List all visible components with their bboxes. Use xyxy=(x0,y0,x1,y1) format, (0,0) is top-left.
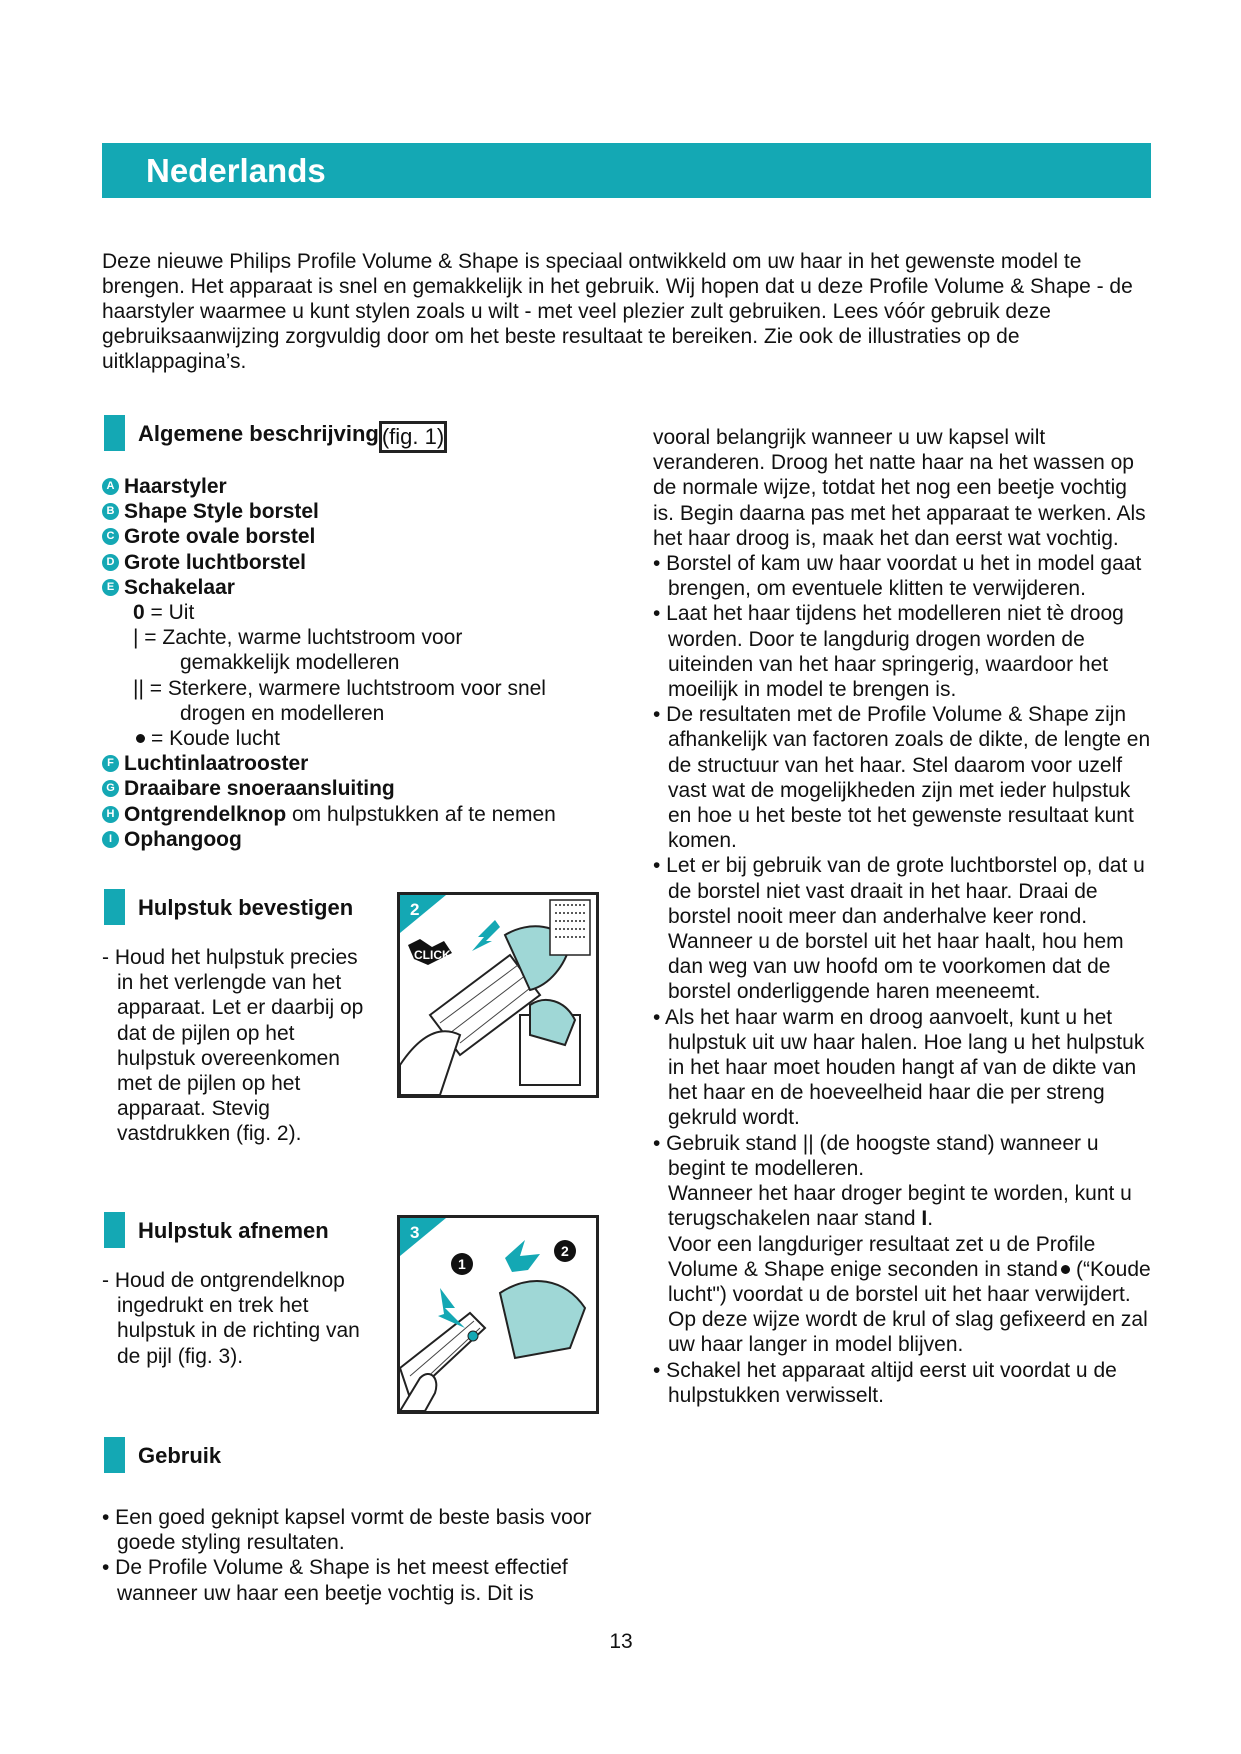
section-heading: Algemene beschrijving (fig. 1) xyxy=(138,421,379,447)
part-suffix: om hulpstukken af te nemen xyxy=(286,802,556,826)
part-letter-badge: A xyxy=(102,478,119,495)
step-1-label: 1 xyxy=(458,1256,466,1272)
section-heading: Hulpstuk afnemen xyxy=(138,1218,329,1243)
fig-number-label: 2 xyxy=(410,900,420,919)
switch-setting-2-cont: drogen en modelleren xyxy=(180,701,385,725)
usage-bullet: • Als het haar warm en droog aanvoelt, kunt u het hulpstuk uit uw haar halen. Hoe lang u het hulpstuk in het haar moet houden hangt af van de dikte van het haar en de hoeveelheid haar die per streng gekruld wordt. xyxy=(653,1005,1145,1130)
usage-bullet: • Borstel of kam uw haar voordat u het in model gaat brengen, om eventuele klitten te verwijderen. xyxy=(653,552,1142,601)
usage-bullet: • De resultaten met de Profile Volume & Shape zijn afhankelijk van factoren zoals de dikte, de lengte en de structuur van het haar. Stel daarom voor uzelf vast wat de mogelijkheden zijn met ieder hulpstuk en hoe u het beste tot het gewenste resultaat kunt komen. xyxy=(653,703,1151,853)
fig-number-label: 3 xyxy=(410,1223,420,1242)
part-item xyxy=(102,524,622,549)
part-name: Ophangoog xyxy=(124,827,242,851)
switch-off: 0 = Uit xyxy=(133,601,195,625)
part-item xyxy=(102,776,622,801)
right-column xyxy=(653,425,1153,1408)
part-letter-badge: C xyxy=(102,528,119,545)
section-attach xyxy=(102,889,402,927)
usage-bullets xyxy=(102,1505,622,1606)
section-remove xyxy=(102,1212,402,1250)
section-marker xyxy=(104,1437,125,1473)
usage-paragraph: Wanneer het haar droger begint te worden, kunt u terugschakelen naar stand I. xyxy=(668,1182,1132,1231)
remove-instruction: - Houd de ontgrendelknop ingedrukt en trek het hulpstuk in de richting van de pijl (fig. 3). xyxy=(102,1269,360,1368)
switch-setting-2: || = Sterkere, warmere luchtstroom voor snel xyxy=(133,676,546,700)
figure-3-remove xyxy=(397,1215,599,1414)
part-item xyxy=(102,827,622,852)
section-marker xyxy=(104,889,125,925)
part-item xyxy=(102,550,622,575)
part-letter-badge: D xyxy=(102,554,119,571)
attach-instruction: - Houd het hulpstuk precies in het verlengde van het apparaat. Let er daarbij op dat de pijlen op het hulpstuk overeenkomen met de pijlen op het apparaat. Stevig vastdrukken (fig. 2). xyxy=(102,946,364,1146)
part-letter-badge: F xyxy=(102,755,119,772)
section-usage xyxy=(102,1437,402,1475)
cold-dot-icon xyxy=(1061,1265,1070,1274)
usage-paragraph: Voor een langduriger resultaat zet u de Profile Volume & Shape enige seconden in stand (“Koude lucht") voordat u de borstel uit het haar verwijdert. Op deze wijze wordt de krul of slag gefixeerd en zal uw haar langer in model blijven. xyxy=(668,1232,1151,1357)
intro-paragraph: Deze nieuwe Philips Profile Volume & Shape is speciaal ontwikkeld om uw haar in het gewenste model te brengen. Het apparaat is snel en gemakkelijk in het gebruik. Wij hopen dat u deze Profile Volume & Shape - de haarstyler waarmee u kunt stylen zoals u wilt - met veel plezier zult gebruiken. Lees vóór gebruik deze gebruiksaanwijzing zorgvuldig door om het beste resultaat te bereiken. Zie ook de illustraties op de uitklappagina’s. xyxy=(102,250,1133,373)
usage-bullet: • Let er bij gebruik van de grote luchtborstel op, dat u de borstel niet vast draait in het haar. Draai de borstel nooit meer dan anderhalve keer rond. Wanneer u de borstel uit het haar haalt, hou hem dan weg van uw hoofd om te voorkomen dat de borstel onderliggende haren meeneemt. xyxy=(653,854,1145,1004)
usage-bullet: • Gebruik stand || (de hoogste stand) wanneer u begint te modelleren. xyxy=(653,1131,1099,1180)
part-name: Draaibare snoeraansluiting xyxy=(124,777,395,801)
cold-dot-icon xyxy=(136,734,145,743)
part-letter-badge: B xyxy=(102,503,119,520)
part-item xyxy=(102,575,622,600)
switch-setting-1-cont: gemakkelijk modelleren xyxy=(180,651,400,675)
part-letter-badge: G xyxy=(102,780,119,797)
part-name: Haarstyler xyxy=(124,475,227,498)
usage-bullet: • De Profile Volume & Shape is het meest effectief wanneer uw haar een beetje vochtig is. Dit is xyxy=(102,1556,568,1605)
part-item xyxy=(102,474,622,499)
step-2-label: 2 xyxy=(561,1243,569,1259)
usage-bullet: • Schakel het apparaat altijd eerst uit voordat u de hulpstukken verwisselt. xyxy=(653,1358,1117,1407)
part-item xyxy=(102,751,622,776)
page-number: 13 xyxy=(609,1630,633,1653)
switch-setting-1: | = Zachte, warme luchtstroom voor xyxy=(133,626,463,650)
attach-illustration xyxy=(400,895,596,1095)
usage-continuation: vooral belangrijk wanneer u uw kapsel wilt veranderen. Droog het natte haar na het wassen op de normale wijze, totdat het nog een beetje vochtig is. Begin daarna pas met het apparaat te werken. Als het haar droog is, maak het dan eerst wat vochtig. xyxy=(653,426,1146,550)
section-general-description xyxy=(102,415,622,453)
part-name: Grote luchtborstel xyxy=(124,550,307,574)
language-header-bar xyxy=(102,143,1151,198)
part-name: Luchtinlaatrooster xyxy=(124,752,309,776)
section-marker xyxy=(104,1212,125,1248)
remove-illustration xyxy=(400,1218,596,1411)
switch-cold: = Koude lucht xyxy=(133,726,622,751)
section-heading: Hulpstuk bevestigen xyxy=(138,895,354,920)
part-name: Grote ovale borstel xyxy=(124,525,316,549)
part-name: Shape Style borstel xyxy=(124,500,319,524)
parts-list xyxy=(102,474,622,852)
usage-bullet: • Een goed geknipt kapsel vormt de beste basis voor goede styling resultaten. xyxy=(102,1506,592,1555)
usage-bullet: • Laat het haar tijdens het modelleren niet tè droog worden. Door te langdurig drogen worden de uiteinden van het haar springerig, waardoor het moeilijk in model te brengen is. xyxy=(653,602,1124,702)
part-name: Ontgrendelknop xyxy=(124,802,287,826)
switch-settings xyxy=(102,600,622,751)
click-label: CLICK xyxy=(414,948,451,962)
part-letter-badge: H xyxy=(102,806,119,823)
section-marker xyxy=(104,415,125,451)
part-letter-badge: E xyxy=(102,579,119,596)
part-letter-badge: I xyxy=(102,831,119,848)
page-title: Nederlands xyxy=(146,152,326,189)
section-heading: Gebruik xyxy=(138,1443,222,1468)
figure-2-attach xyxy=(397,892,599,1098)
part-item xyxy=(102,499,622,524)
part-item xyxy=(102,802,622,827)
part-name: Schakelaar xyxy=(124,575,235,599)
